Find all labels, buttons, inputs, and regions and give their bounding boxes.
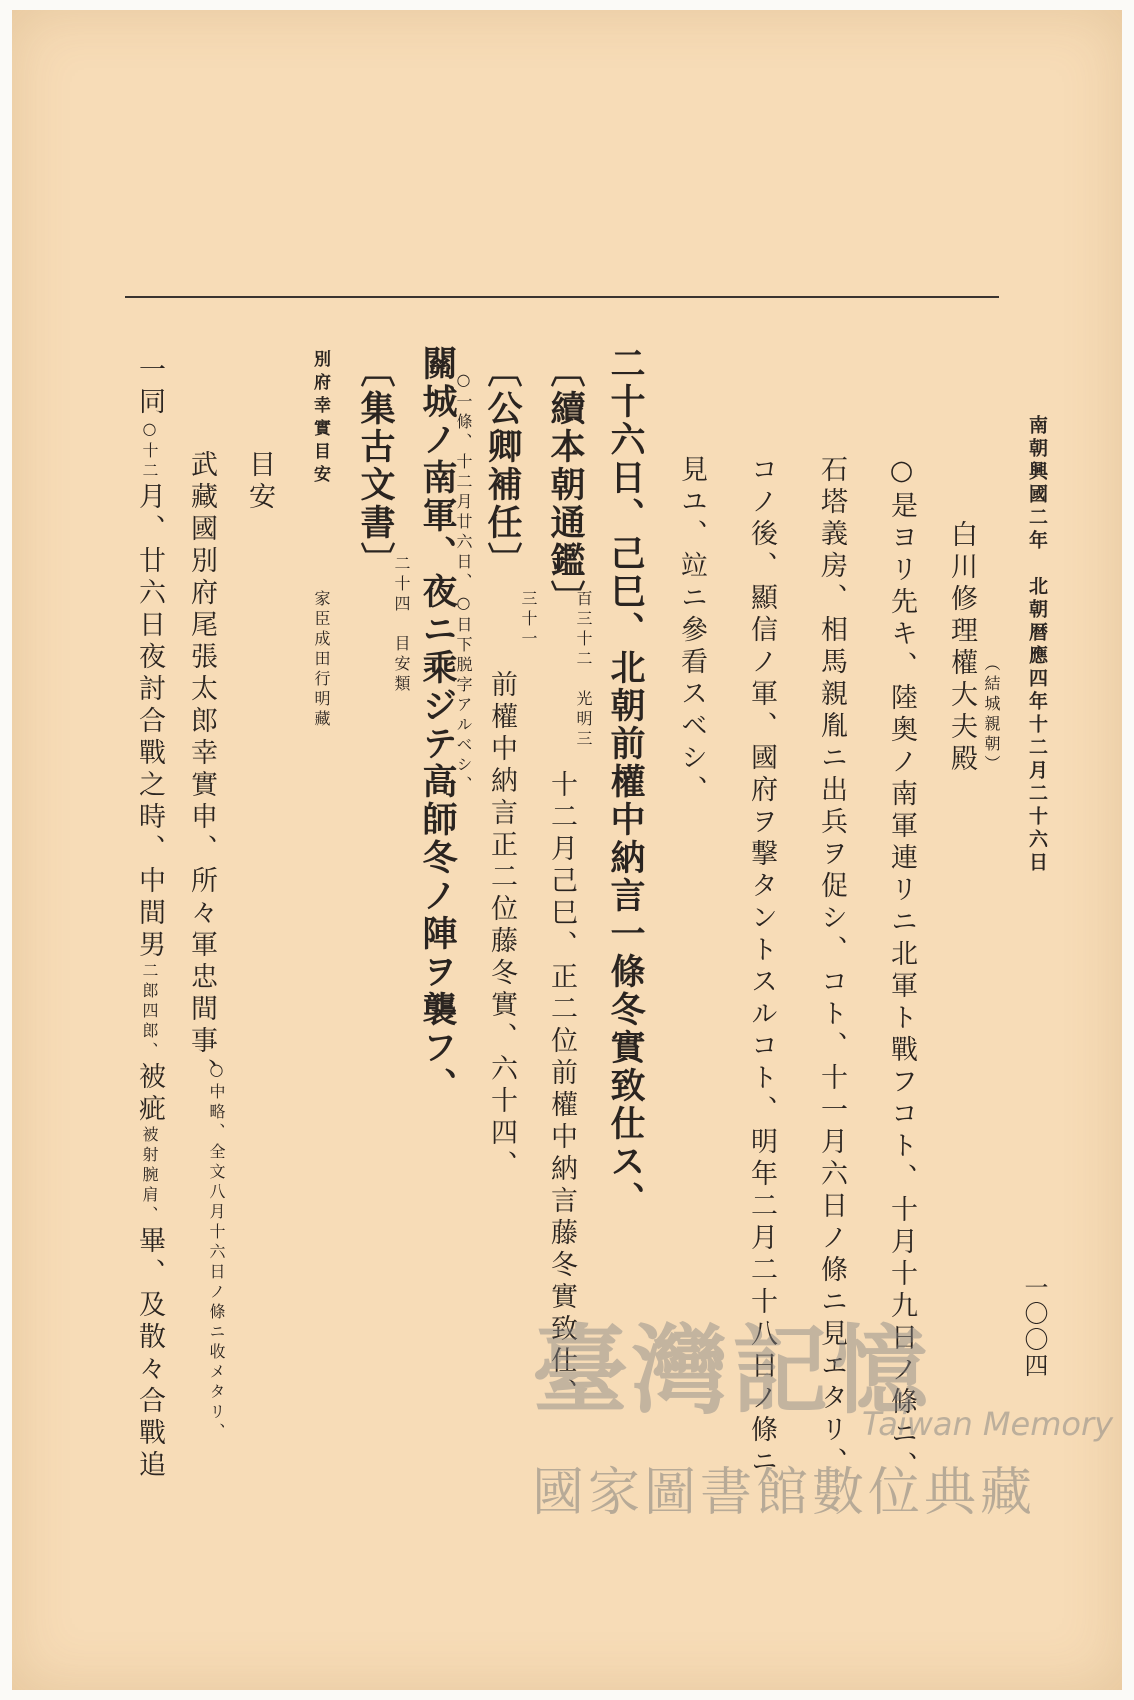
entry-headline-1: 二十六日、己巳、北朝前權中納言一條冬實致仕ス、	[605, 345, 646, 1219]
source-title-shukomonjo: 〔集古文書〕	[355, 352, 396, 580]
document-heading: 目安	[244, 450, 275, 514]
source-note-shukomonjo: 二十四 目安類	[392, 555, 411, 695]
entry-headline-2: 關城ノ南軍、夜ニ乘ジテ高師冬ノ陣ヲ襲フ、	[417, 345, 458, 1105]
column-text-cont-3: 畢、及散々合戰追	[134, 1226, 165, 1482]
inline-note-3: 被射腕肩、	[140, 1126, 159, 1226]
text-column-zokuhonchotsugan: 十二月己巳、正二位前權中納言藤冬實致仕、	[546, 770, 577, 1410]
source-note-kugyobunin: 三十一	[519, 590, 538, 650]
text-column-addressee	[942, 520, 981, 776]
text-column-3: コノ後、顯信ノ軍、國府ヲ撃タントスルコト、明年二月二十八日ノ條ニ	[746, 455, 777, 1479]
column-text: 一同	[134, 355, 165, 419]
text-column-2: 石塔義房、相馬親胤ニ出兵ヲ促シ、コト、十一月六日ノ條ニ見エタリ、	[816, 455, 847, 1479]
document-title: 別府幸實目安	[310, 350, 330, 488]
page-number: 一〇〇四	[1020, 1275, 1048, 1379]
text-column-kugyobunin: 前權中納言正二位藤冬實、六十四、	[486, 670, 517, 1182]
watermark-institution: 國家圖書館數位典藏	[532, 1463, 1037, 1523]
text-column-ichido	[130, 355, 169, 1482]
column-text-cont: 月、廿六日夜討合戰之時、中間男	[134, 482, 165, 962]
column-text-cont-2: 被疵	[134, 1062, 165, 1126]
note-column-addressee: （結城親朝）	[982, 655, 1001, 775]
source-title-kugyobunin: 〔公卿補任〕	[482, 352, 523, 580]
text-column-musashi: 武藏國別府尾張太郎幸實申、所々軍忠間事、	[186, 450, 217, 1090]
note-column-kugyobunin: ○一條、十二月廿六日、○日下脱字アルベシ、	[454, 370, 473, 796]
source-note-zokuhonchotsugan: 百三十二 光明三	[574, 590, 593, 750]
inline-note: ○十二	[140, 419, 159, 482]
text-column-1: ○是ヨリ先キ、陸奥ノ南軍連リニ北軍ト戰フコト、十月十九日ノ條ニ、	[886, 455, 917, 1483]
inline-note-2: 二郎四郎、	[140, 962, 159, 1062]
header-rule	[125, 296, 999, 298]
source-title-zokuhonchotsugan: 〔續本朝通鑑〕	[545, 352, 586, 618]
watermark-logo: 臺灣記憶	[532, 1314, 932, 1427]
text-column-4: 見ユ、竝ニ參看スベシ、	[676, 455, 707, 807]
column-text: 白川修理權大夫殿	[946, 520, 977, 776]
note-column-musashi: ○中略、全文八月十六日ノ條ニ收メタリ、	[207, 1060, 226, 1443]
document-provenance: 家臣成田行明藏	[312, 590, 331, 730]
watermark-english: Taiwan Memory	[862, 1405, 1114, 1443]
document-page	[12, 10, 1122, 1690]
page-header-title: 南朝興國二年 北朝暦應四年十二月二十六日	[1026, 415, 1048, 875]
